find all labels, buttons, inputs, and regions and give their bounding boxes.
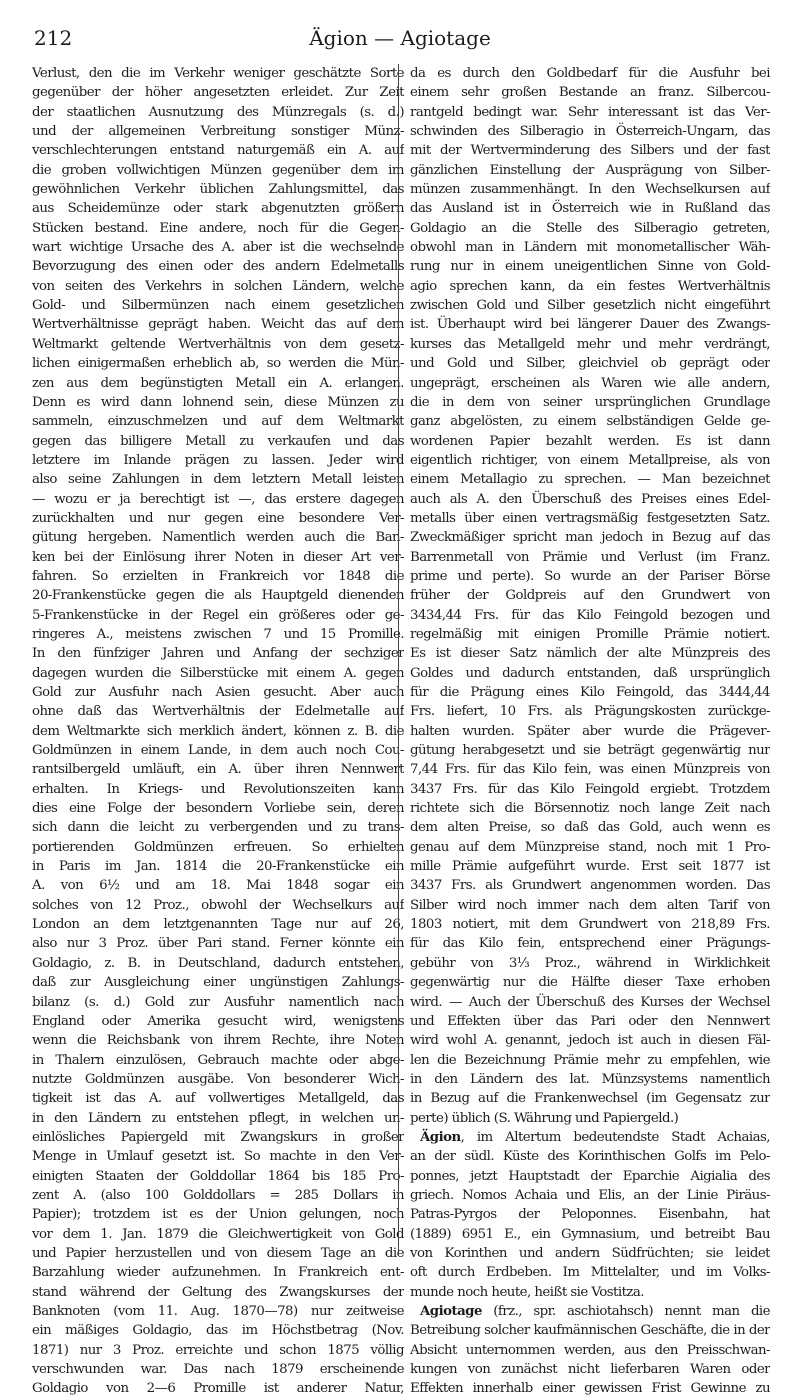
text-line: zurückhalten und nur gegen eine besondere Ver- [32, 510, 404, 526]
text-line: regelmäßig mit einigen Promille Prämie notiert. [410, 626, 770, 642]
text-line: solches von 12 Proz., obwohl der Wechselkurs auf [32, 897, 404, 913]
text-line: von seiten des Verkehrs in solchen Ländern, welche [32, 278, 404, 294]
text-line: zwischen Gold und Silber gesetzlich nicht eingeführt [410, 298, 770, 314]
text-line: London an dem letztgenannten Tage nur auf 26, [32, 917, 404, 933]
text-line: dem alten Preise, so daß das Gold, auch wenn es [410, 820, 770, 836]
entry-aegion-line: an der südl. Küste des Korinthischen Golfs im Pelo- [410, 1149, 770, 1165]
text-line: perte) üblich (S. Währung und Papiergeld.) [410, 1110, 679, 1126]
text-line: verschlechterungen entstand naturgemäß ein A. auf [32, 143, 404, 159]
text-line: ganz abgelösten, zu einem selbständigen Gelde ge- [410, 414, 770, 430]
right-column [410, 64, 770, 1399]
text-line: Banknoten (vom 11. Aug. 1870—78) nur zeitweise [32, 1304, 404, 1319]
text-line: in den Ländern des lat. Münzsystems namentlich [410, 1071, 770, 1087]
entry-aegion-line [410, 1128, 770, 1147]
text-line: und Gold und Silber, gleichviel ob geprägt oder [410, 356, 770, 372]
text-line: zent A. (also 100 Golddollars = 285 Dollars in [32, 1187, 404, 1203]
text-line: rantsilbergeld umläuft, ein A. über ihren Nennwert [32, 762, 404, 778]
text-line: gegen das billigere Metall zu verkaufen und das [32, 433, 404, 449]
text-line: 5-Frankenstücke in der Regel ein größeres oder ge- [32, 607, 404, 623]
text-line: aus Scheidemünze oder stark abgenutzten größern [32, 201, 404, 217]
text-line: rung nur in einem uneigentlichen Sinne von Gold- [410, 259, 770, 275]
text-line: lichen einigermaßen erheblich ab, so werden die Mün- [32, 356, 404, 372]
text-line: Goldes und dadurch entstanden, daß ursprünglich [410, 665, 770, 681]
text-line: gütung hergeben. Namentlich werden auch die Ban- [32, 530, 404, 546]
text-line: und Papier herzustellen und von diesem Tage an die [32, 1245, 404, 1261]
text-line: gütung herabgesetzt und sie beträgt gegenwärtig nur [410, 743, 770, 759]
text-line: dagegen wurden die Silberstücke mit einem A. gegen [32, 665, 404, 681]
text-line: Denn es wird dann lohnend sein, diese Münzen zu [32, 394, 404, 410]
text-line: Frs. liefert, 10 Frs. als Prägungskosten zurückge- [410, 704, 770, 720]
text-line: also nur 3 Proz. über Pari stand. Ferner könnte ein [32, 936, 404, 952]
text-line: dem Weltmarkte sich merklich ändert, können z. B. die [32, 723, 404, 739]
text-line: Weltmarkt geltende Wertverhältnis von dem gesetz- [32, 336, 404, 352]
text-line: ken bei der Einlösung ihrer Noten in dieser Art ver- [32, 549, 404, 565]
entry-headword: Ägion [420, 1128, 461, 1145]
entry-headword: Agiotage [420, 1303, 482, 1319]
page-title: Ägion — Agiotage [309, 26, 491, 50]
entry-agiotage-line [410, 1302, 770, 1321]
text-line: in Bezug auf die Frankenwechsel (im Gegensatz zur [410, 1091, 770, 1107]
text-line: Bevorzugung des einen oder des andern Edelmetalls [32, 259, 404, 275]
text-line: fahren. So erzielten in Frankreich vor 1848 die [32, 568, 404, 584]
entry-aegion-line: (1889) 6951 E., ein Gymnasium, und betreibt Bau [410, 1226, 770, 1242]
entry-agiotage-line: Absicht unternommen werden, aus den Preisschwan- [410, 1342, 770, 1358]
text-line: ungeprägt, erscheinen als Waren wie alle andern, [410, 375, 770, 391]
text-line: und Effekten über das Pari oder den Nennwert [410, 1013, 770, 1029]
text-line: Silber wird noch immer nach dem alten Tarif von [410, 897, 770, 913]
text-line: Zweckmäßiger spricht man jedoch in Bezug auf das [410, 530, 770, 546]
text-line: halten wurden. Später aber wurde die Prägever- [410, 723, 770, 739]
text-line: 1871) nur 3 Proz. erreichte und schon 1875 völlig [32, 1342, 404, 1358]
text-line: stand während der Geltung des Zwangskurses der [32, 1284, 404, 1300]
text-line: — wozu er ja berechtigt ist —, das erstere dagegen [32, 491, 404, 507]
entry-aegion-line: ponnes, jetzt Hauptstadt der Eparchie Aigialia des [410, 1168, 770, 1184]
text-line: 3434,44 Frs. für das Kilo Feingold bezogen und [410, 607, 770, 623]
text-line: dies eine Folge der besondern Vorliebe sein, deren [32, 801, 404, 817]
text-line: erhalten. In Kriegs- und Revolutionszeiten kann [32, 781, 404, 797]
text-line: mit der Wertverminderung des Silbers und der fast [410, 143, 770, 159]
text-line: wenn die Reichsbank von ihrem Rechte, ihre Noten [32, 1033, 404, 1049]
text-line: in Thalern einzulösen, Gebrauch machte oder abge- [32, 1052, 404, 1068]
text-line: ringeres A., meistens zwischen 7 und 15 Promille. [32, 626, 404, 642]
text-line: bilanz (s. d.) Gold zur Ausfuhr namentlich nach [32, 994, 404, 1010]
text-line: gewöhnlichen Verkehr üblichen Zahlungsmittel, das [32, 182, 404, 198]
text-line: zen aus dem begünstigten Metall ein A. erlangen. [32, 375, 404, 391]
text-line: schwinden des Silberagio in Österreich-Ungarn, das [410, 124, 770, 140]
text-line: Stücken bestand. Eine andere, noch für die Gegen- [32, 220, 404, 236]
text-line: Verlust, den die im Verkehr weniger geschätzte Sorte [32, 66, 404, 81]
entry-text: (frz., spr. aschiotahsch) nennt man die [481, 1304, 770, 1319]
text-line: die in dem von seiner ursprünglichen Grundlage [410, 394, 770, 410]
text-line: Barzahlung wieder aufzunehmen. In Frankreich ent- [32, 1265, 404, 1281]
text-line: agio sprechen kann, da ein festes Wertverhältnis [410, 278, 770, 294]
entry-agiotage-line: Betreibung solcher kaufmännischen Geschäfte, die in der [410, 1323, 770, 1339]
text-line: der staatlichen Ausnutzung des Münzregals (s. d.) [32, 104, 404, 120]
text-line: auch als A. den Überschuß des Preises eines Edel- [410, 491, 770, 507]
text-line: kurses das Metallgeld mehr und mehr verdrängt, [410, 336, 770, 352]
entry-aegion-line: munde noch heute, heißt sie Vostitza. [410, 1284, 644, 1300]
text-line: verschwunden war. Das nach 1879 erscheinende [32, 1362, 404, 1378]
text-line: und der allgemeinen Verbreitung sonstiger Münz- [32, 124, 404, 140]
text-line: 3437 Frs. als Grundwert angenommen worden. Das [410, 878, 770, 894]
text-line: Gold zur Ausfuhr nach Asien gesucht. Aber auch [32, 685, 404, 700]
entry-aegion-line: Patras-Pyrgos der Peloponnes. Eisenbahn, hat [410, 1207, 770, 1223]
text-line: obwohl man in Ländern mit monometallischer Wäh- [410, 240, 770, 256]
text-line: sich dann die leicht zu verbergenden und zu trans- [32, 820, 404, 836]
text-line: einigten Staaten der Golddollar 1864 bis 185 Pro- [32, 1168, 404, 1184]
text-line: 1803 notiert, mit dem Grundwert von 218,89 Frs. [410, 917, 770, 933]
text-line: Menge in Umlauf gesetzt ist. So machte in den Ver- [32, 1149, 404, 1165]
text-line: gebühr von 3⅓ Proz., während in Wirklichkeit [410, 955, 770, 971]
text-line: münzen zusammenhängt. In den Wechselkursen auf [410, 182, 770, 198]
text-line: letztere im Inlande prägen zu lassen. Jeder wird [32, 452, 404, 468]
text-line: Goldagio von 2—6 Promille ist anderer Natur, [32, 1381, 404, 1397]
text-line: vor dem 1. Jan. 1879 die Gleichwertigkeit von Gold [32, 1226, 404, 1242]
text-line: wordenen Papier bezahlt werden. Es ist dann [410, 433, 770, 449]
text-line: Goldagio, z. B. in Deutschland, dadurch entstehen, [32, 955, 404, 971]
text-line: für die Prägung eines Kilo Feingold, das 3444,44 [410, 685, 770, 700]
entry-text: , im Altertum bedeutendste Stadt Achaias, [460, 1129, 770, 1145]
text-line: Wertverhältnisse geprägt haben. Weicht das auf dem [32, 317, 404, 333]
text-line: nutzte Goldmünzen ausgäbe. Von besonderer Wich- [32, 1071, 404, 1087]
text-line: Papier); trotzdem ist es der Union gelungen, noch [32, 1207, 404, 1223]
text-line: A. von 6½ und am 18. Mai 1848 sogar ein [32, 878, 404, 894]
text-line: daß zur Ausgleichung einer ungünstigen Zahlungs- [32, 975, 404, 991]
text-line: wart wichtige Ursache des A. aber ist die wechselnde [32, 240, 404, 256]
entry-aegion-line: oft durch Erdbeben. Im Mittelalter, und im Volks- [410, 1265, 770, 1281]
text-line: ein mäßiges Goldagio, das im Höchstbetrag (Nov. [32, 1323, 404, 1339]
text-line: wird wohl A. genannt, jedoch ist auch in diesen Fäl- [410, 1033, 770, 1049]
text-line: eigentlich richtiger, von einem Metallpreise, als von [410, 452, 770, 468]
text-line: einlösliches Papiergeld mit Zwangskurs in großer [32, 1129, 404, 1145]
text-line: rantgeld bedingt war. Sehr interessant ist das Ver- [410, 104, 770, 120]
text-line: Es ist dieser Satz nämlich der alte Münzpreis des [410, 646, 770, 662]
text-line: also seine Zahlungen in dem letztern Metall leisten [32, 472, 404, 488]
text-line: da es durch den Goldbedarf für die Ausfuhr bei [410, 66, 770, 81]
text-line: 7,44 Frs. für das Kilo fein, was einen Münzpreis von [410, 762, 770, 778]
text-line: genau auf dem Münzpreise stand, noch mit 1 Pro- [410, 839, 770, 855]
text-line: Gold- und Silbermünzen nach einem gesetzlichen [32, 298, 404, 314]
text-line: tigkeit ist das A. auf vollwertiges Metallgeld, das [32, 1091, 404, 1107]
text-line: 20-Frankenstücke gegen die als Hauptgeld dienenden [32, 588, 404, 604]
text-line: 3437 Frs. für das Kilo Feingold ergiebt. Trotzdem [410, 781, 770, 797]
text-line: gegenüber der höher angesetzten erleidet. Zur Zeit [32, 85, 404, 101]
text-line: einem Metallagio zu sprechen. — Man bezeichnet [410, 472, 770, 488]
left-column [32, 64, 404, 1399]
text-line: gänzlichen Einstellung der Ausprägung von Silber- [410, 162, 770, 178]
entry-aegion-line: griech. Nomos Achaia und Elis, an der Linie Piräus- [410, 1187, 770, 1203]
text-line: ist. Überhaupt wird bei längerer Dauer des Zwangs- [410, 317, 770, 333]
text-line: mille Prämie aufgeführt wurde. Erst seit 1877 ist [410, 859, 770, 875]
text-line: die groben vollwichtigen Münzen gegenüber dem im [32, 162, 404, 178]
text-line: In den fünfziger Jahren und Anfang der sechziger [32, 646, 404, 662]
page-number: 212 [34, 26, 73, 50]
text-line: früher der Goldpreis auf den Grundwert von [410, 588, 770, 604]
entry-aegion-line: von Korinthen und andern Südfrüchten; sie leidet [410, 1245, 770, 1261]
text-line: sammeln, einzuschmelzen und auf dem Weltmarkt [32, 414, 404, 430]
column-divider [398, 64, 399, 1256]
text-line: Barrenmetall von Prämie und Verlust (im Franz. [410, 549, 770, 565]
text-line: das Ausland ist in Österreich wie in Rußland das [410, 201, 770, 217]
text-line: Goldmünzen in einem Lande, in dem auch noch Cou- [32, 743, 404, 759]
entry-agiotage-line: kungen von zunächst nicht lieferbaren Waren oder [410, 1362, 770, 1378]
text-line: in den Ländern zu entstehen pflegt, in welchen un- [32, 1110, 404, 1126]
text-line: portierenden Goldmünzen erfreuen. So erhielten [32, 839, 404, 855]
text-line: wird. — Auch der Überschuß des Kurses der Wechsel [410, 994, 770, 1010]
text-line: gegenwärtig nur die Hälfte dieser Taxe erhoben [410, 975, 770, 991]
page-header [30, 22, 770, 52]
text-line: metalls über einen vertragsmäßig festgesetzten Satz. [410, 510, 770, 526]
text-line: prime und perte). So wurde an der Pariser Börse [410, 568, 770, 584]
text-line: Goldagio an die Stelle des Silberagio getreten, [410, 220, 770, 236]
text-line: einem sehr großen Bestande an franz. Silbercou- [410, 85, 770, 101]
entry-agiotage-line: Effekten innerhalb einer gewissen Frist Gewinne zu [410, 1381, 770, 1397]
text-line: in Paris im Jan. 1814 die 20-Frankenstücke ein [32, 859, 404, 875]
text-line: für das Kilo fein, entsprechend einer Prägungs- [410, 936, 770, 952]
text-line: England oder Amerika gesucht wird, wenigstens [32, 1013, 404, 1029]
text-line: ohne daß das Wertverhältnis der Edelmetalle auf [32, 704, 404, 720]
text-line: len die Bezeichnung Prämie mehr zu empfehlen, wie [410, 1052, 770, 1068]
text-line: richtete sich die Börsennotiz noch lange Zeit nach [410, 801, 770, 817]
